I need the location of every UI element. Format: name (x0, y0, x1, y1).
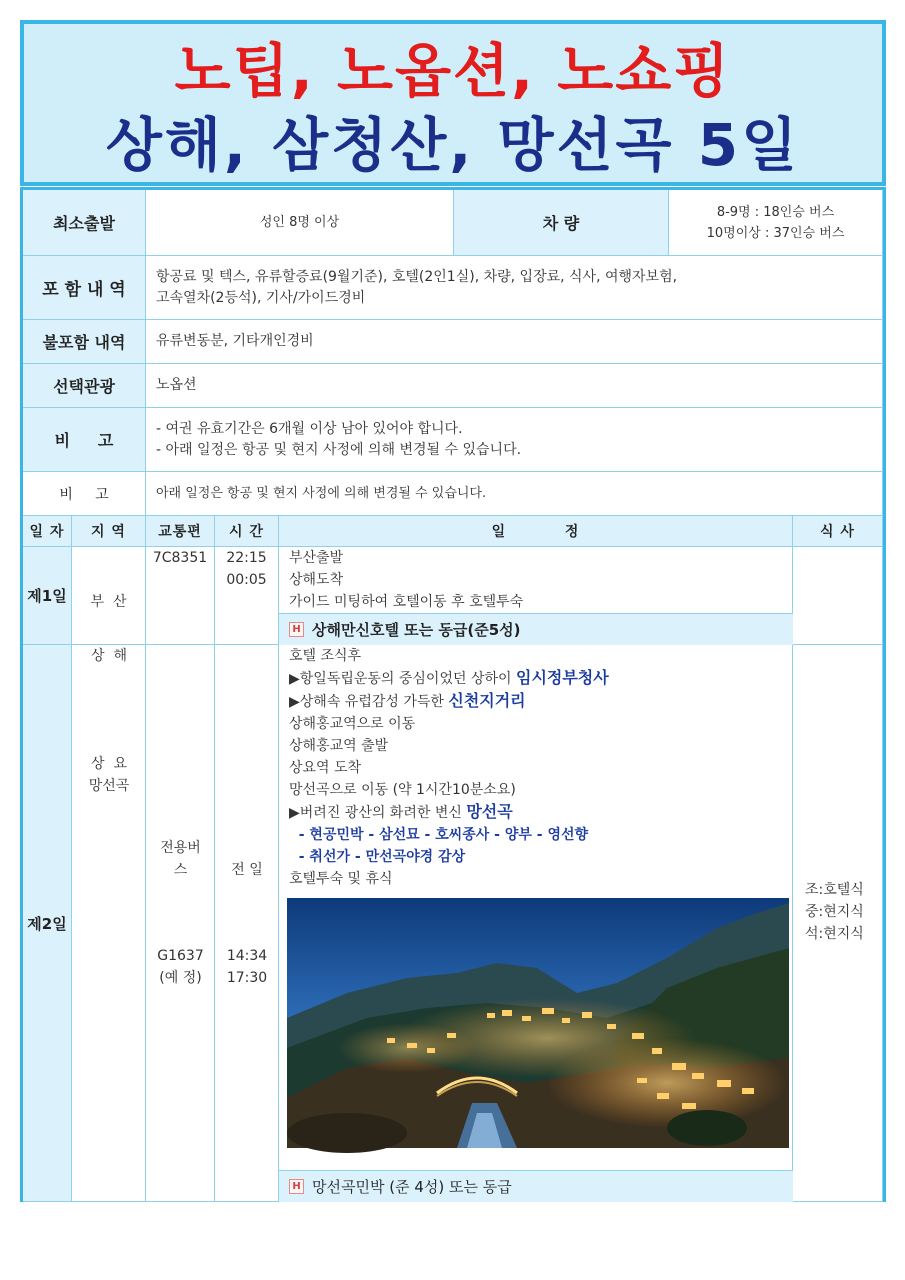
itinerary-line: 호텔투숙 및 휴식 (289, 871, 393, 887)
itinerary-line: 상요역 도착 (289, 760, 362, 776)
itinerary-line: - 현공민박 - 삼선묘 - 호씨종사 - 양부 - 영선향 (289, 827, 589, 843)
day2-transport-line: 스 (173, 862, 188, 878)
included-value (146, 256, 883, 320)
hotel-icon: H (289, 1179, 304, 1194)
day1-hotel (279, 613, 793, 645)
itinerary-text: ▶항일독립운동의 중심이었던 상하이 (289, 671, 516, 687)
day2-transport-line: 전용버 (160, 840, 201, 856)
vehicle-line: 10명이상 : 37인승 버스 (706, 225, 845, 241)
remarks-line: - 아래 일정은 항공 및 현지 사정에 의해 변경될 수 있습니다. (156, 441, 522, 458)
itinerary-line: 망선곡으로 이동 (약 1시간10분소요) (289, 782, 516, 798)
itinerary-line: 상해홍교역 출발 (289, 738, 389, 754)
highlight-place: 임시정부청사 (515, 668, 609, 687)
itinerary-line (289, 667, 792, 690)
day1-time: 00:05 (226, 572, 267, 588)
header-itinerary: 일 정 (279, 516, 793, 547)
day2-place: 상 요 (91, 756, 127, 772)
header-place: 지 역 (72, 516, 146, 547)
vehicle-value (669, 190, 883, 256)
day1-transport: 7C8351 (146, 547, 215, 645)
day2-time: 전 일 (231, 862, 263, 878)
day2-times (215, 645, 279, 1202)
excluded-value: 유류변동분, 기타개인경비 (146, 320, 883, 364)
header-time: 시 간 (215, 516, 279, 547)
day2-transport-line: (예 정) (159, 970, 202, 986)
day2-hotel (279, 1170, 793, 1202)
day2-place: 상 해 (91, 648, 127, 664)
highlight-place: 망선곡 (466, 802, 513, 821)
min-departure-value: 성인 8명 이상 (146, 190, 454, 256)
meal-line: 중:현지식 (805, 904, 864, 920)
itinerary-line (289, 690, 792, 713)
optional-tour-value: 노옵션 (146, 364, 883, 408)
included-label: 포 함 내 역 (23, 256, 146, 320)
title-line-2: 상해, 삼청산, 망선곡 5일 (105, 111, 801, 179)
itinerary-line: 상해도착 (289, 572, 344, 588)
itinerary-text: ▶버려진 광산의 화려한 변신 (289, 805, 467, 821)
day2-transport (146, 645, 215, 1202)
included-line: 항공료 및 텍스, 유류할증료(9월기준), 호텔(2인1실), 차량, 입장료, 식사, 여행자보험, (156, 268, 678, 285)
itinerary-line: 부산출발 (289, 550, 344, 566)
mangseongok-night-photo (287, 898, 789, 1148)
itinerary-text: ▶상해속 유럽감성 가득한 (289, 694, 449, 710)
itinerary-line: - 취선가 - 만선곡야경 감상 (289, 849, 466, 865)
photo-image (287, 898, 789, 1148)
day1-places (72, 547, 146, 645)
day2-hotel-name: 망선곡민박 (준 4성) 또는 동급 (312, 1177, 512, 1196)
day1-label: 제1일 (23, 547, 72, 645)
itinerary-line: 가이드 미팅하여 호텔이동 후 호텔투숙 (289, 594, 524, 610)
remarks-label-2: 비 고 (23, 472, 146, 516)
day2-itinerary (279, 645, 793, 1202)
day2-label: 제2일 (23, 645, 72, 1202)
header-meal: 식 사 (793, 516, 883, 547)
day2-transport-line: G1637 (157, 948, 204, 964)
day1-times (215, 547, 279, 645)
day2-places (72, 645, 146, 1202)
optional-tour-label: 선택관광 (23, 364, 146, 408)
itinerary-line (289, 801, 792, 824)
min-departure-label: 최소출발 (23, 190, 146, 256)
day1-time: 22:15 (226, 550, 267, 566)
itinerary-line: 호텔 조식후 (289, 648, 362, 664)
remarks-label: 비 고 (23, 408, 146, 472)
remarks-line: - 여권 유효기간은 6개월 이상 남아 있어야 합니다. (156, 420, 463, 437)
day2-meals (793, 645, 883, 1202)
header-transport: 교통편 (146, 516, 215, 547)
header-day: 일 자 (23, 516, 72, 547)
day1-meals (793, 547, 883, 645)
remarks-value (146, 408, 883, 472)
itinerary-line: 상해홍교역으로 이동 (289, 716, 416, 732)
excluded-label: 불포함 내역 (23, 320, 146, 364)
day1-hotel-name: 상해만신호텔 또는 동급(준5성) (312, 620, 521, 639)
vehicle-label: 차 량 (454, 190, 669, 256)
title-line-1: 노팁, 노옵션, 노쇼핑 (174, 37, 732, 105)
highlight-place: 신천지거리 (448, 691, 526, 710)
day2-place: 망선곡 (88, 778, 130, 794)
meal-line: 석:현지식 (805, 926, 864, 942)
day2-time: 17:30 (226, 970, 268, 986)
remarks-value-2: 아래 일정은 항공 및 현지 사정에 의해 변경될 수 있습니다. (146, 472, 883, 516)
day2-time: 14:34 (226, 948, 268, 964)
tour-info-table (20, 187, 886, 1202)
day1-place: 부 산 (90, 594, 127, 610)
vehicle-line: 8-9명 : 18인승 버스 (716, 204, 835, 220)
title-banner (20, 20, 886, 186)
meal-line: 조:호텔식 (805, 882, 864, 898)
day1-itinerary (279, 547, 793, 645)
included-line: 고속열차(2등석), 기사/가이드경비 (156, 289, 366, 306)
hotel-icon: H (289, 622, 304, 637)
